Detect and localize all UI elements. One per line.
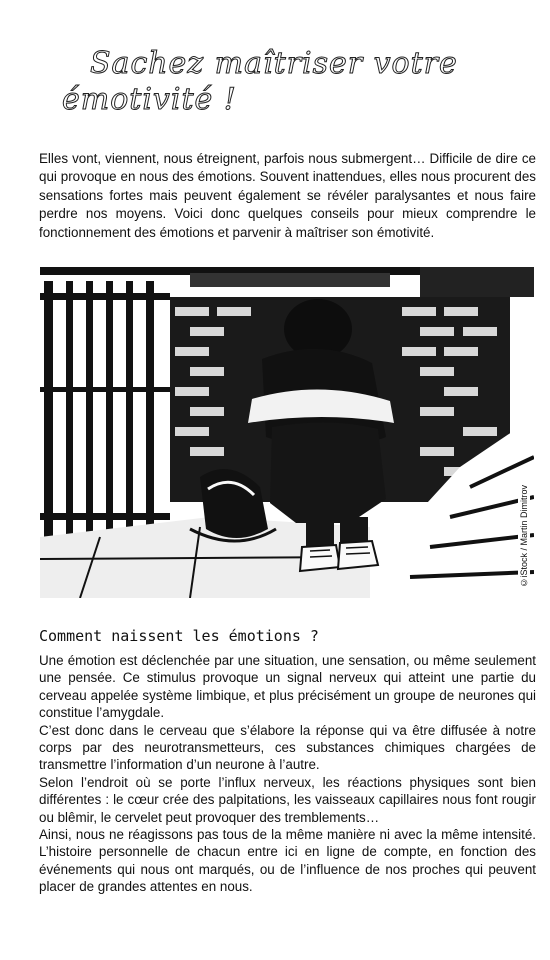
body-paragraph: Une émotion est déclenchée par une situation, une sensation, ou même seulement une pensée. Ce stimulus provoque un signal nerveux qui atteint une partie du cerveau appelée système limbique, et plus précisément un groupe de neurones qui constitue l’amygdale. xyxy=(39,653,536,721)
body-paragraph: C’est donc dans le cerveau que s’élabore la réponse qui va être diffusée à notre corps par des neurotransmetteurs, ces substances chimiques chargées de transmettre l’information d’un neurone à l’autre. xyxy=(39,722,536,773)
body-paragraph: Ainsi, nous ne réagissons pas tous de la même manière ni avec la même intensité. L’histoire personnelle de chacun entre ici en ligne de compte, en fonction des événements qui nous ont marqués, ou de l’influence de nos proches qui peuvent placer de grandes attentes en nous. xyxy=(39,827,536,895)
page-title xyxy=(62,46,502,118)
title-line-1: Sachez maîtriser votre xyxy=(90,46,458,81)
intro-paragraph: Elles vont, viennent, nous étreignent, parfois nous submergent… Difficile de dire ce qui provoque en nous des émotions. Souvent inattendues, elles nous procurent des sensations fortes mais peuvent également se révéler paralysantes et nous faire perdre nos moyens. Voici donc quelques conseils pour mieux comprendre le fonctionnement des émotions et parvenir à maîtriser son émotivité. xyxy=(39,151,536,240)
section-body xyxy=(39,652,536,896)
photo-credit: ©iStock / Martin Dimitrov xyxy=(519,485,529,588)
photo-artwork xyxy=(40,267,534,598)
body-paragraph: Selon l’endroit où se porte l’influx nerveux, les réactions physiques sont bien différentes : le cœur crée des palpitations, les vaisseaux capillaires nous font rougir ou blêmir, le cervelet peut provoquer des tremblements… xyxy=(39,774,536,825)
title-line-2: émotivité ! xyxy=(62,82,237,117)
illustration-photo xyxy=(40,267,534,598)
section-heading: Comment naissent les émotions ? xyxy=(39,627,319,645)
